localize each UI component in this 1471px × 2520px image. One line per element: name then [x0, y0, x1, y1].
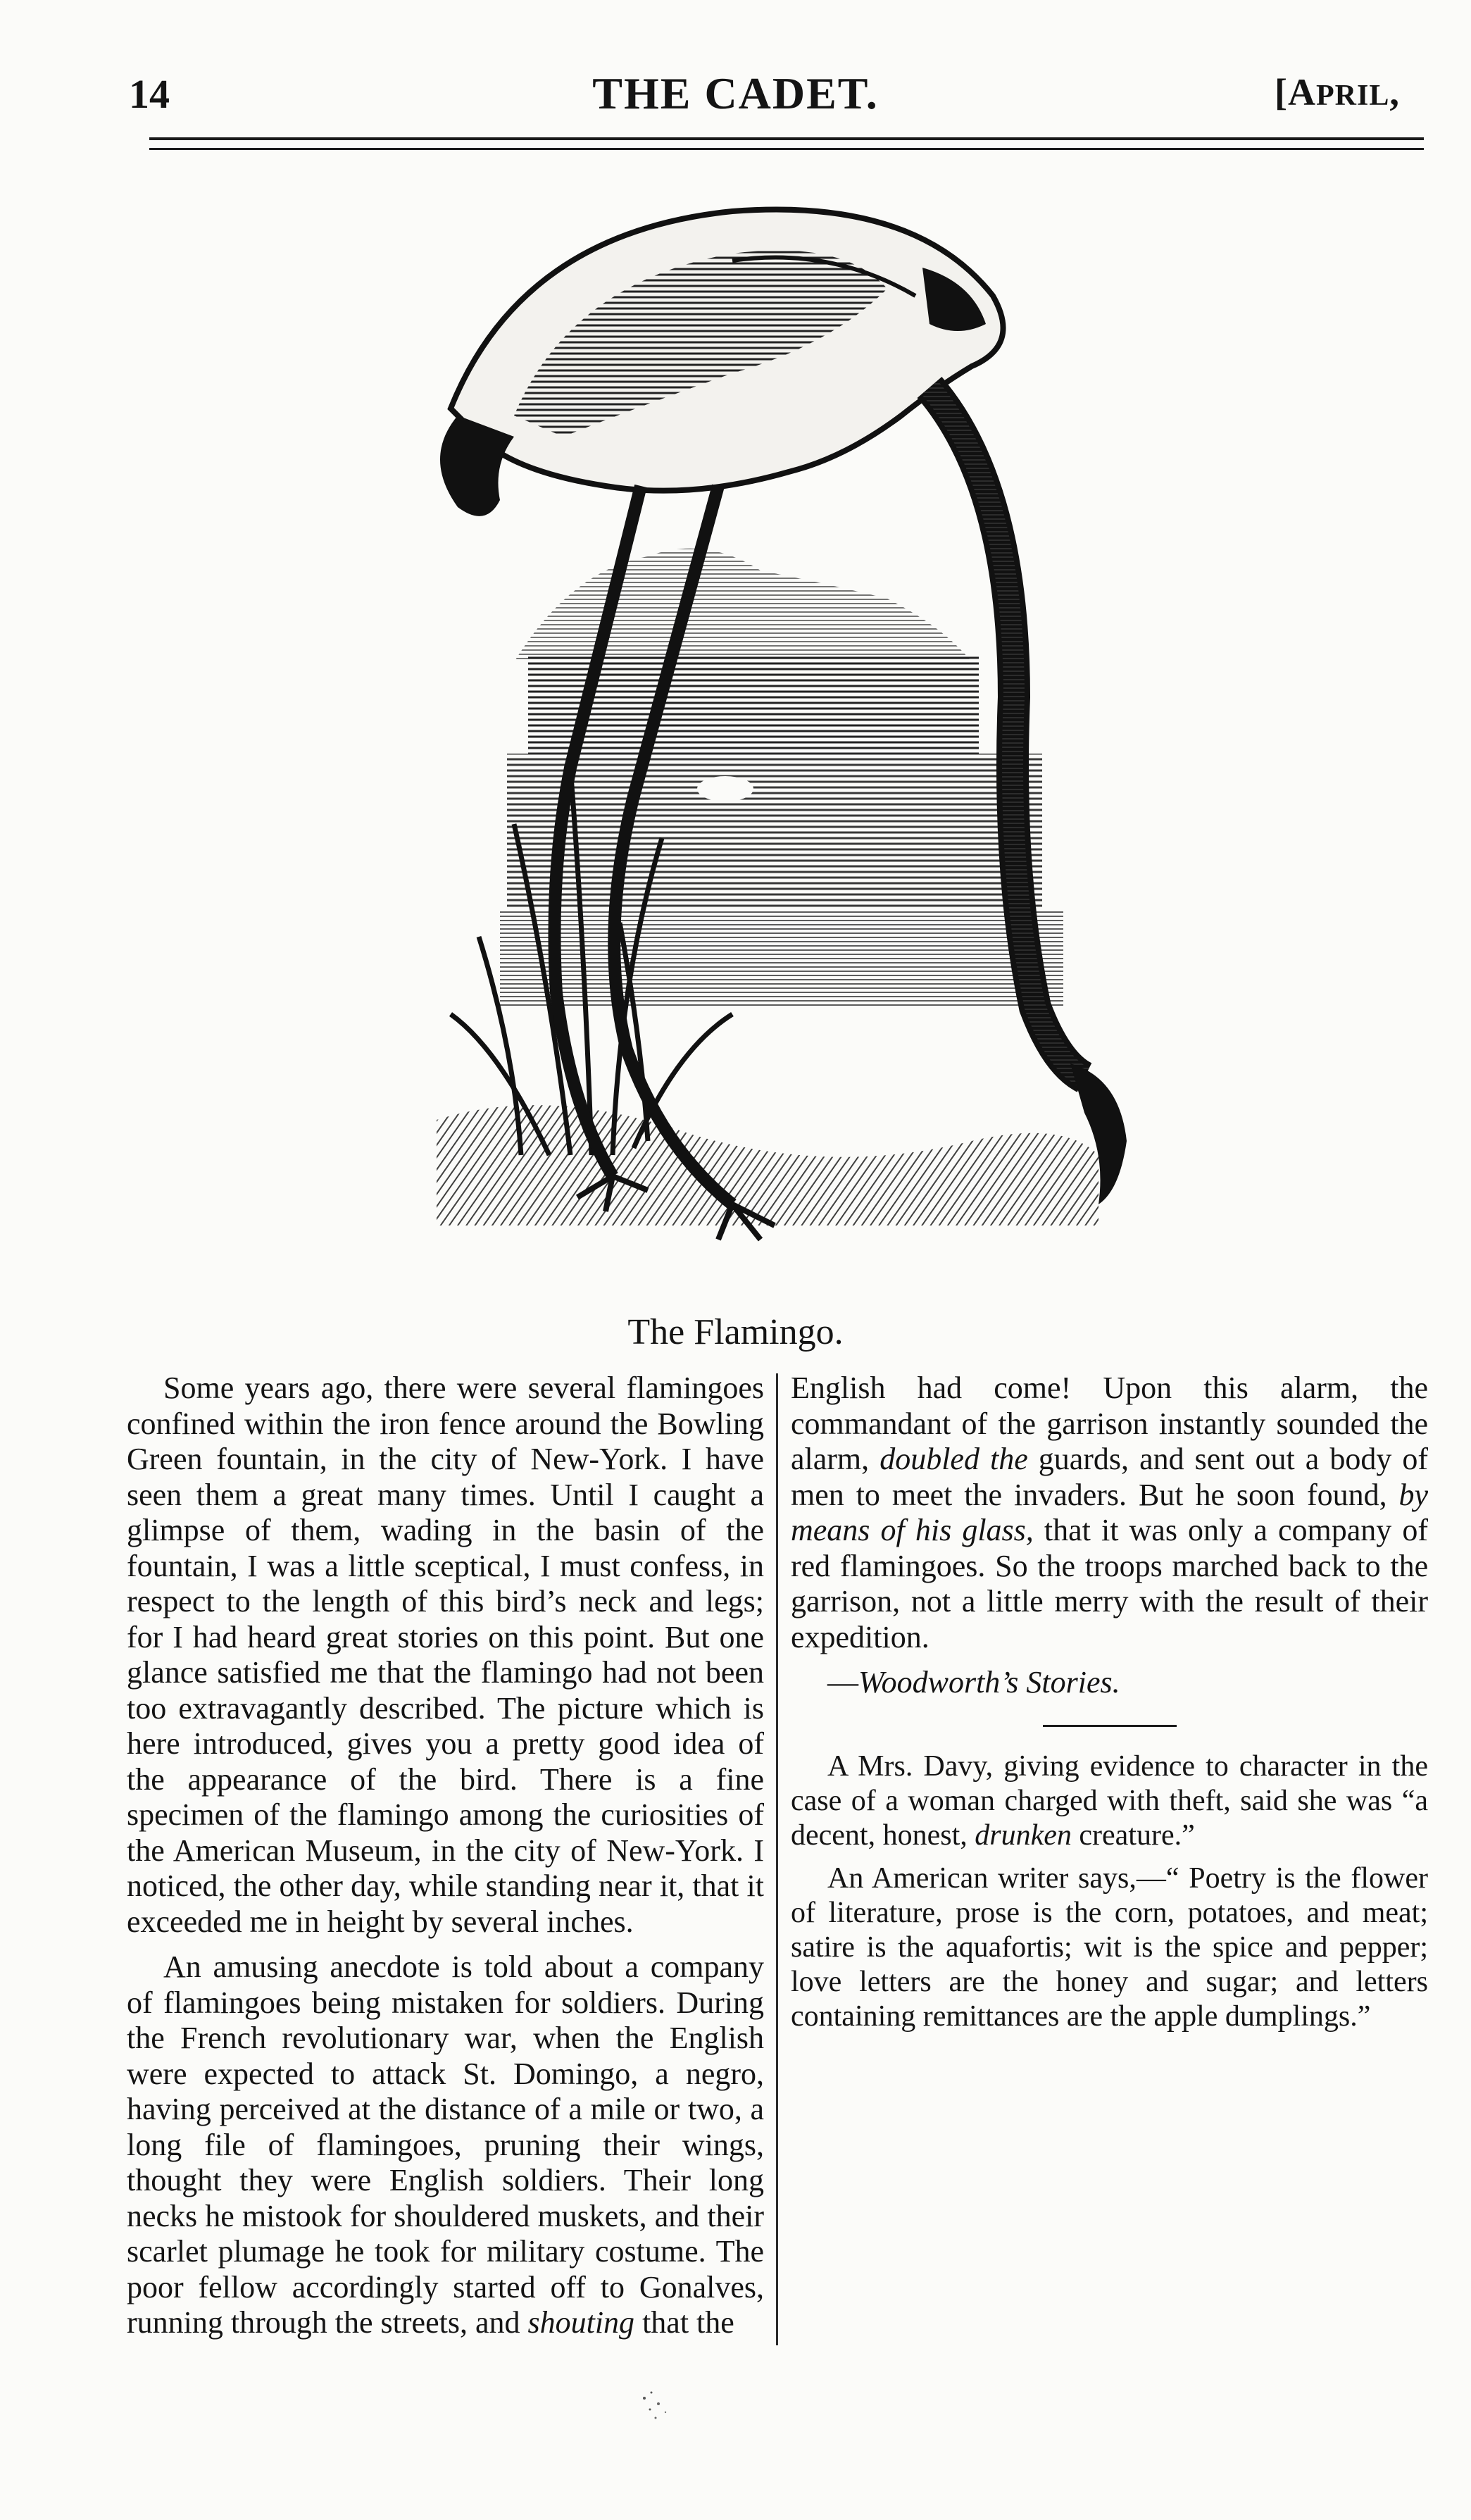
miscellany-emphasis: drunken [975, 1819, 1072, 1852]
miscellany [791, 1749, 1428, 2034]
article-column-right [791, 1371, 1428, 2042]
article-column-left [127, 1371, 764, 2351]
article-paragraph: Some years ago, there were several flamingoes confined within the iron fence around the Bowling Green fountain, in the city of New-York. I have seen them a great many times. Until I caught a glimpse of them, wading in the basin of the fountain, I was a little sceptical, I must confess, in respect to the length of this bird’s neck and legs; for I had heard great stories on this point. But one glance satisfied me that the flamingo had not been too extravagantly described. The picture which is here introduced, gives you a pretty good idea of the appearance of the bird. There is a fine specimen of the flamingo among the curiosities of the American Museum, in the city of New-York. I noticed, the other day, while standing near it, that it exceeded me in height by several inches. [127, 1371, 764, 1939]
month-rest: PRIL [1315, 80, 1390, 112]
miscellany-item [791, 1749, 1428, 1853]
running-month [1275, 70, 1400, 114]
miscellany-text-b: creature.” [1071, 1819, 1195, 1852]
section-rule [1043, 1725, 1177, 1727]
column-divider [776, 1373, 778, 2345]
ink-speckle [637, 2384, 680, 2426]
flamingo-body [440, 210, 1003, 516]
miscellany-item: An American writer says,—“ Poetry is the flower of literature, prose is the corn, potatoes, and meat; satire is the aquafortis; wit is the spice and pepper; love letters are the honey and sugar; and letters containing remittances are the apple dumplings.” [791, 1861, 1428, 2033]
anecdote-continuation: English had come! Upon this alarm, the commandant of the garrison instantly sounded the alarm, doubled the guards, and sent out a body of men to meet the invaders. But he soon found, by means of his glass, that it was only a company of red flamingoes. So the troops marched back to the garrison, not a little merry with the result of their expedition. [791, 1371, 1429, 1654]
month-initial: [A [1275, 71, 1316, 113]
month-comma: , [1389, 71, 1400, 113]
sky-and-hill [507, 549, 1042, 909]
anecdote-paragraph: An amusing anecdote is told about a company of flamingoes being mistaken for soldiers. During the French revolutionary war, when the English were expected to attack St. Domingo, a negro, having perceived at the distance of a mile or two, a long file of flamingoes, pruning their wings, thought they were English soldiers. Their long necks he mistook for shouldered muskets, and their scarlet plumage he took for military costume. The poor fellow accordingly started off to Gonalves, running through the streets, and shouting that the [127, 1950, 765, 2340]
figure-caption: The Flamingo. [627, 1312, 844, 1352]
header-rule-thin [149, 148, 1424, 150]
miscellany-text-a: A Mrs. Davy, giving evidence to character in the case of a woman charged with theft, said she was “a decent, honest, [791, 1749, 1428, 1852]
header-rule-thick [149, 137, 1424, 140]
water-and-ground [437, 909, 1098, 1225]
source-title: Woodworth’s Stories. [858, 1665, 1120, 1699]
source-dash: — [827, 1665, 858, 1699]
page-number: 14 [129, 71, 170, 117]
source-attribution [791, 1665, 1428, 1701]
flamingo-engraving [338, 204, 1218, 1268]
running-title: THE CADET. [592, 68, 879, 118]
